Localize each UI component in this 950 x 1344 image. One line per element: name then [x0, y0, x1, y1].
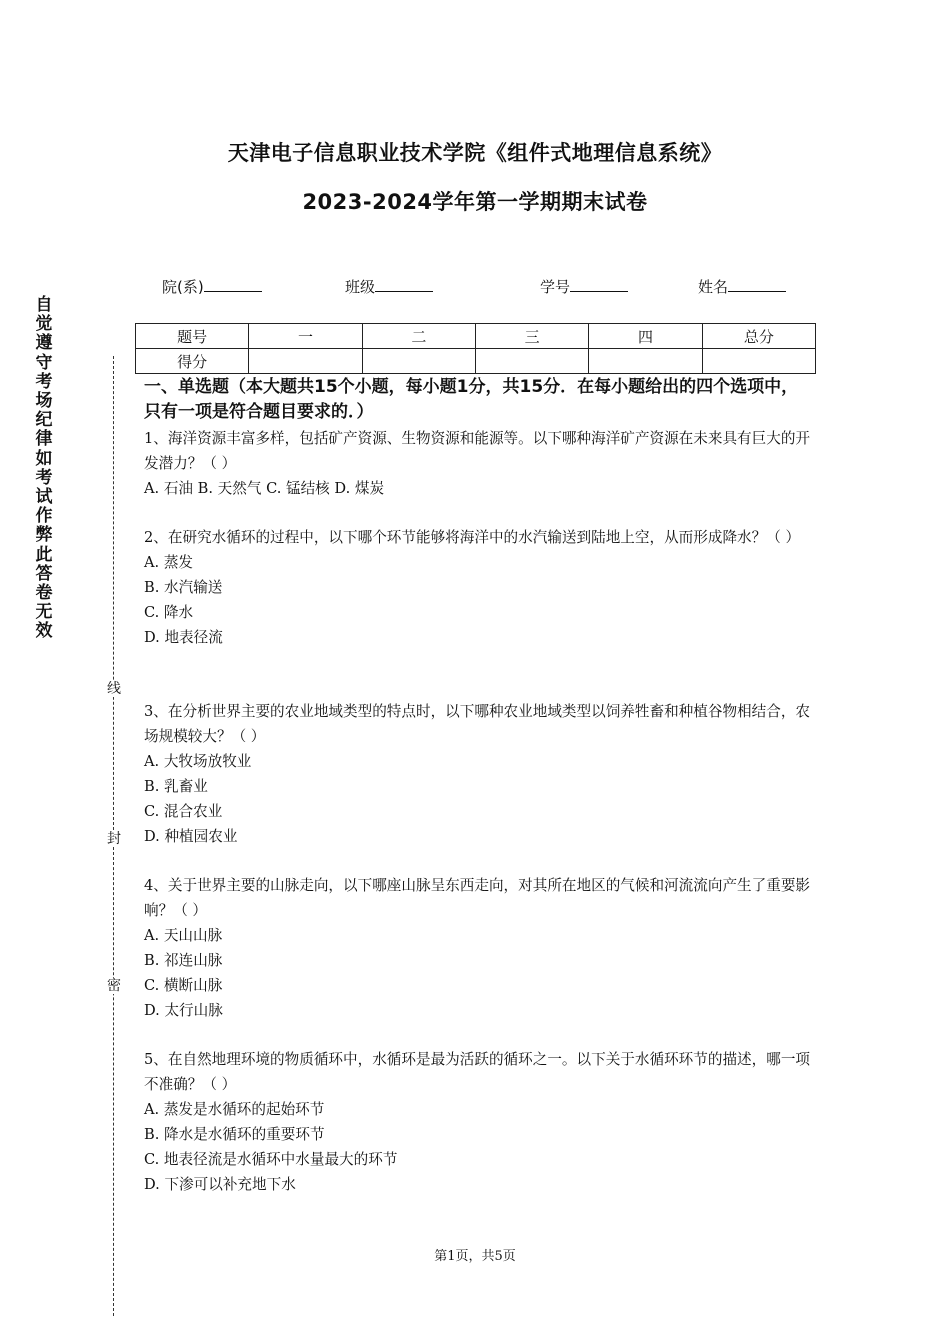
- option-d[interactable]: D. 种植园农业: [144, 828, 238, 845]
- warning-char: 场: [35, 391, 53, 412]
- question-5: [144, 1047, 814, 1197]
- question-stem: 4、关于世界主要的山脉走向，以下哪座山脉呈东西走向，对其所在地区的气候和河流流向产生了重要影响？（ ）: [144, 877, 811, 919]
- dept-blank[interactable]: [204, 277, 262, 292]
- binding-line-char: 线: [107, 681, 121, 697]
- warning-char: 如: [35, 448, 53, 469]
- name-blank[interactable]: [728, 277, 786, 292]
- option-a[interactable]: A. 蒸发是水循环的起始环节: [144, 1101, 325, 1118]
- option-c[interactable]: C. 降水: [144, 604, 194, 621]
- name-label: 姓名: [698, 278, 729, 296]
- option-c[interactable]: C. 横断山脉: [144, 977, 223, 994]
- warning-char: 答: [35, 563, 53, 584]
- warning-char: 试: [35, 487, 53, 508]
- warning-char: 卷: [35, 583, 53, 604]
- score-cell: 二: [362, 324, 475, 349]
- warning-char: 自: [35, 295, 53, 315]
- exam-title: 天津电子信息职业技术学院《组件式地理信息系统》: [227, 141, 723, 165]
- score-table-score-row: [136, 349, 816, 374]
- option-d[interactable]: D. 下渗可以补充地下水: [144, 1176, 296, 1193]
- binding-seal-char: 封: [107, 831, 121, 847]
- score-cell: 总分: [702, 324, 815, 349]
- score-cell[interactable]: [475, 349, 588, 374]
- student-id-blank[interactable]: [570, 277, 628, 292]
- score-cell[interactable]: [249, 349, 362, 374]
- question-1: [144, 426, 814, 501]
- warning-char: 弊: [35, 525, 53, 546]
- option-b[interactable]: B. 祁连山脉: [144, 952, 223, 969]
- warning-char: 作: [35, 506, 53, 527]
- warning-char: 无: [35, 602, 53, 623]
- warning-char: 此: [35, 544, 53, 565]
- question-2: [144, 525, 814, 650]
- score-cell: 题号: [136, 324, 249, 349]
- score-cell: 四: [589, 324, 702, 349]
- exam-subtitle: 2023-2024学年第一学期期末试卷: [302, 190, 648, 214]
- question-3: [144, 699, 814, 849]
- option-c[interactable]: C. 混合农业: [144, 803, 223, 820]
- warning-char: 觉: [35, 314, 53, 335]
- name-field: [698, 276, 786, 297]
- score-cell[interactable]: [589, 349, 702, 374]
- student-id-field: [540, 276, 628, 297]
- option-b[interactable]: B. 水汽输送: [144, 579, 223, 596]
- warning-char: 律: [35, 429, 53, 450]
- question-4: [144, 873, 814, 1023]
- section-heading: 一、单选题（本大题共15个小题，每小题1分，共15分．在每小题给出的四个选项中，只有一项是符合题目要求的．）: [144, 377, 799, 422]
- score-table: [135, 323, 816, 374]
- question-options: A. 石油 B. 天然气 C. 锰结核 D. 煤炭: [144, 480, 385, 497]
- score-cell[interactable]: [362, 349, 475, 374]
- score-cell[interactable]: [702, 349, 815, 374]
- question-stem: 3、在分析世界主要的农业地域类型的特点时，以下哪种农业地域类型以饲养牲畜和种植谷物相结合，农场规模较大？（ ）: [144, 703, 811, 745]
- warning-char: 守: [35, 352, 53, 373]
- option-a[interactable]: A. 大牧场放牧业: [144, 753, 252, 770]
- warning-char: 考: [35, 467, 53, 488]
- score-cell: 三: [475, 324, 588, 349]
- option-c[interactable]: C. 地表径流是水循环中水量最大的环节: [144, 1151, 398, 1168]
- warning-char: 遵: [35, 333, 53, 354]
- option-a[interactable]: A. 天山山脉: [144, 927, 223, 944]
- option-d[interactable]: D. 地表径流: [144, 629, 223, 646]
- option-a[interactable]: A. 蒸发: [144, 554, 194, 571]
- option-d[interactable]: D. 太行山脉: [144, 1002, 223, 1019]
- option-b[interactable]: B. 降水是水循环的重要环节: [144, 1126, 325, 1143]
- dept-label: 院(系): [162, 278, 204, 296]
- warning-char: 效: [35, 621, 53, 642]
- option-b[interactable]: B. 乳畜业: [144, 778, 208, 795]
- binding-close-char: 密: [107, 978, 121, 994]
- score-cell: 得分: [136, 349, 249, 374]
- class-label: 班级: [345, 278, 376, 296]
- dept-field: [162, 276, 262, 297]
- class-blank[interactable]: [375, 277, 433, 292]
- question-stem: 1、海洋资源丰富多样，包括矿产资源、生物资源和能源等。以下哪种海洋矿产资源在未来具有巨大的开发潜力？（ ）: [144, 430, 811, 472]
- exam-discipline-warning: [32, 296, 56, 642]
- score-cell: 一: [249, 324, 362, 349]
- class-field: [345, 276, 433, 297]
- question-stem: 2、在研究水循环的过程中，以下哪个环节能够将海洋中的水汽输送到陆地上空，从而形成降水？（ ）: [144, 529, 801, 546]
- question-stem: 5、在自然地理环境的物质循环中，水循环是最为活跃的循环之一。以下关于水循环环节的描述，哪一项不准确？（ ）: [144, 1051, 811, 1093]
- score-table-header-row: [136, 324, 816, 349]
- warning-char: 考: [35, 371, 53, 392]
- warning-char: 纪: [35, 410, 53, 431]
- student-id-label: 学号: [540, 278, 571, 296]
- page-number: 第1页，共5页: [434, 1249, 516, 1264]
